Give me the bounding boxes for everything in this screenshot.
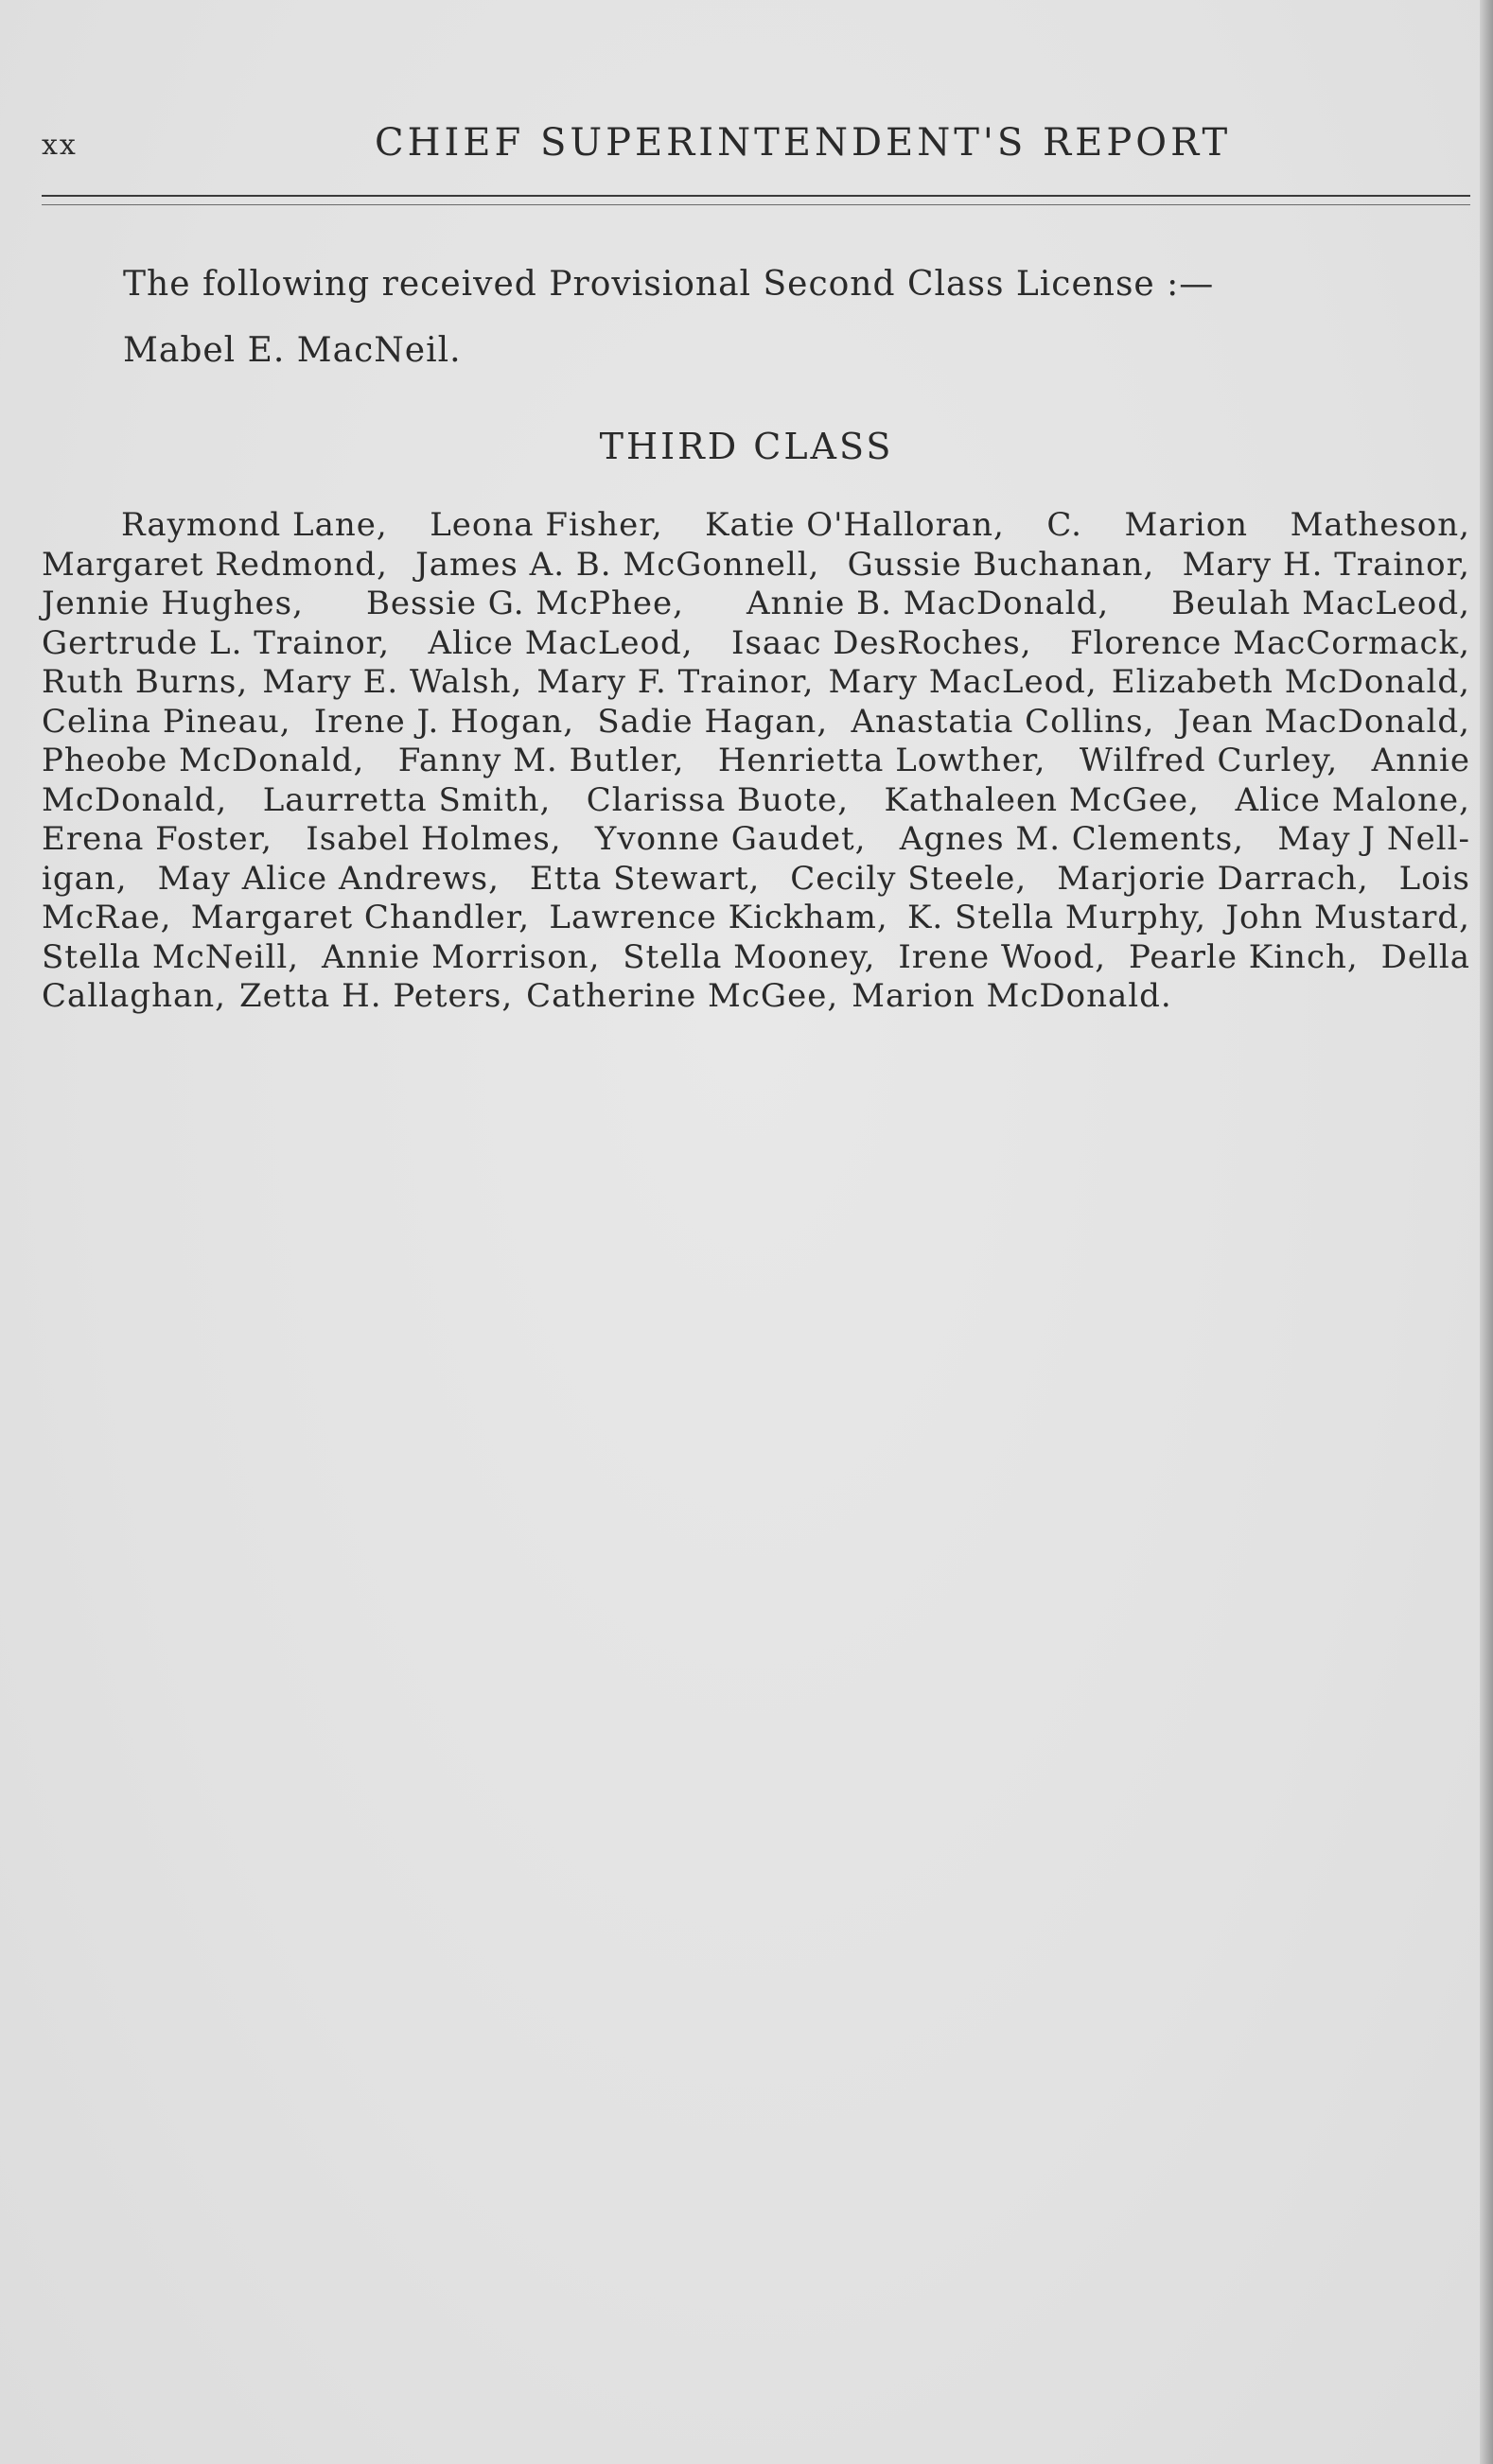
name-list-word: Irene Wood, [898, 937, 1107, 976]
third-class-name-list [42, 506, 1470, 1017]
header-rule-thin [42, 204, 1470, 205]
name-list-word: Stella Mooney, [623, 937, 876, 976]
name-list-word: Laurretta Smith, [262, 780, 552, 819]
name-list-word: Gertrude L. Trainor, [42, 623, 391, 662]
name-list-word: Florence MacCormack, [1069, 623, 1470, 662]
name-list-word: Annie Morrison, [321, 937, 601, 976]
name-list-line [42, 742, 1470, 781]
name-list-line [42, 860, 1470, 900]
name-list-word: Isabel Holmes, [306, 820, 562, 858]
name-list-word: Beulah MacLeod, [1171, 585, 1470, 622]
name-list-word: Kathaleen McGee, [884, 780, 1200, 819]
name-list-line [42, 703, 1470, 743]
name-list-word: Margaret Chandler, [190, 899, 531, 936]
name-list-line [42, 546, 1470, 585]
name-list-word: Katie O'Halloran, [705, 506, 1005, 544]
name-list-word: Sadie Hagan, [597, 702, 829, 741]
name-list-word: Ruth Burns, [42, 663, 249, 701]
name-list-line [42, 938, 1470, 978]
name-list-word: Wilfred Curley, [1079, 742, 1339, 779]
name-list-word: May Alice Andrews, [157, 859, 500, 898]
name-list-word: Leona Fisher, [430, 506, 663, 544]
name-list-word: Pheobe McDonald, [42, 742, 365, 779]
name-list-word: Irene J. Hogan, [313, 702, 575, 741]
name-list-word: Fanny M. Butler, [397, 742, 685, 779]
name-list-line [42, 820, 1470, 860]
name-list-word: John Mustard, [1225, 899, 1470, 936]
name-list-line [42, 624, 1470, 664]
name-list-word: Stella McNeill, [42, 937, 300, 976]
name-list-word: Lawrence Kickham, [549, 899, 888, 936]
name-list-word: Erena Foster, [42, 820, 272, 858]
provisional-names: Mabel E. MacNeil. [123, 331, 462, 370]
name-list-word: C. [1046, 506, 1082, 544]
name-list-word: Margaret Redmond, [42, 545, 388, 584]
header-rule [42, 195, 1470, 197]
name-list-line [42, 663, 1470, 703]
name-list-line [42, 781, 1470, 821]
name-list-word: Marion McDonald. [852, 977, 1172, 1015]
page-spine-shadow [1480, 0, 1493, 2464]
name-list-word: Zetta H. Peters, [238, 977, 514, 1015]
name-list-word: Jennie Hughes, [42, 585, 304, 622]
name-list-word: Annie [1371, 742, 1470, 779]
name-list-word: Raymond Lane, [121, 506, 388, 544]
section-title-third-class: THIRD CLASS [599, 426, 894, 467]
name-list-line [42, 506, 1470, 546]
name-list-word: Jean MacDonald, [1177, 702, 1470, 741]
name-list-word: Celina Pineau, [42, 702, 291, 741]
name-list-word: Mary MacLeod, [828, 663, 1098, 701]
name-list-line [42, 899, 1470, 938]
name-list-word: Etta Stewart, [529, 859, 761, 898]
name-list-word: McDonald, [42, 780, 228, 819]
name-list-word: James A. B. McGonnell, [415, 545, 820, 584]
name-list-word: Callaghan, [42, 977, 226, 1015]
name-list-word: Cecily Steele, [790, 859, 1028, 898]
name-list-word: Matheson, [1290, 506, 1470, 544]
name-list-word: Mary E. Walsh, [262, 663, 523, 701]
name-list-word: McRae, [42, 899, 172, 936]
name-list-word: Della [1380, 937, 1470, 976]
name-list-word: May J Nell- [1277, 820, 1470, 858]
page-header [42, 121, 1470, 178]
name-list-word: Pearle Kinch, [1128, 937, 1359, 976]
name-list-word: Lois [1398, 859, 1470, 898]
name-list-word: Isaac DesRoches, [731, 623, 1032, 662]
name-list-word: Marjorie Darrach, [1057, 859, 1369, 898]
name-list-word: Anastatia Collins, [851, 702, 1155, 741]
name-list-word: Elizabeth McDonald, [1111, 663, 1470, 701]
name-list-word: Mary F. Trainor, [536, 663, 815, 701]
running-title: CHIEF SUPERINTENDENT'S REPORT [375, 121, 1232, 165]
name-list-line [42, 977, 1470, 1017]
name-list-word: Alice Malone, [1235, 780, 1470, 819]
name-list-line [42, 585, 1470, 624]
name-list-word: K. Stella Murphy, [907, 899, 1207, 936]
name-list-word: Yvonne Gaudet, [594, 820, 867, 858]
name-list-word: Gussie Buchanan, [847, 545, 1155, 584]
page-number: xx [42, 129, 78, 162]
name-list-word: Marion [1124, 506, 1249, 544]
provisional-intro: The following received Provisional Second Class License :— [123, 265, 1215, 304]
name-list-word: Henrietta Lowther, [717, 742, 1046, 779]
name-list-word: Catherine McGee, [526, 977, 839, 1015]
name-list-word: igan, [42, 859, 128, 898]
name-list-word: Bessie G. McPhee, [365, 585, 684, 622]
name-list-word: Annie B. MacDonald, [746, 585, 1110, 622]
name-list-word: Alice MacLeod, [428, 623, 694, 662]
name-list-word: Clarissa Buote, [586, 780, 850, 819]
name-list-word: Agnes M. Clements, [899, 820, 1244, 858]
name-list-word: Mary H. Trainor, [1182, 545, 1470, 584]
